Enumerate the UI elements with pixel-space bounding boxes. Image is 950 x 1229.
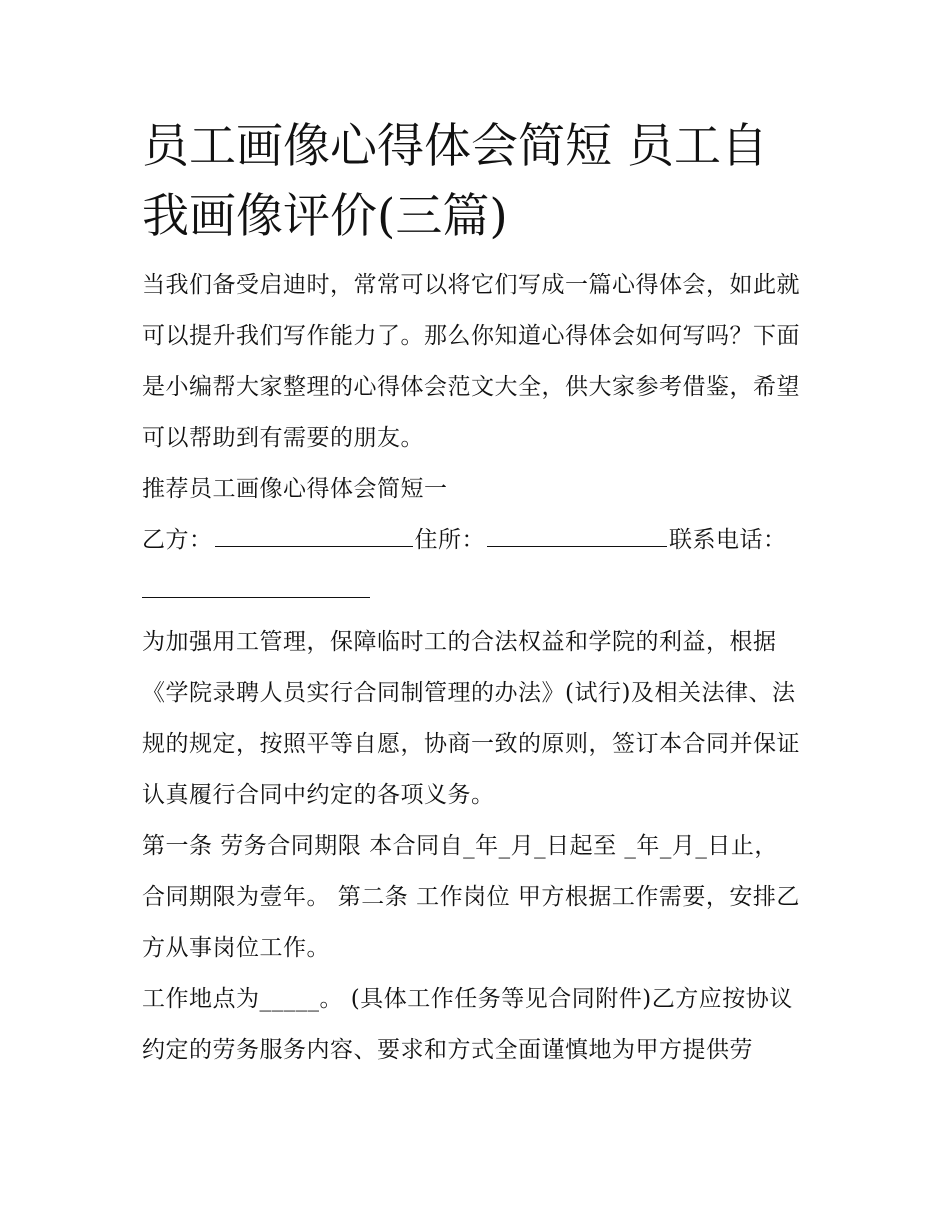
address-blank [487, 545, 667, 547]
document-body [142, 112, 814, 1076]
section-heading: 推荐员工画像心得体会简短一 [142, 476, 448, 502]
party-b-blank [215, 545, 413, 547]
article1-line1: 第一条 劳务合同期限 本合同自_年_月_日起至 _年_月_日止， [142, 833, 778, 859]
intro-paragraph: 当我们备受启迪时，常常可以将它们写成一篇心得体会，如此就可以提升我们写作能力了。那么你知道心得体会如何写吗？下面是小编帮大家整理的心得体会范文大全，供大家参考借鉴，希望可以帮助到有需要的朋友。 [142, 272, 800, 451]
location-paragraph: 工作地点为_____。 (具体工作任务等见合同附件)乙方应按协议约定的劳务服务内容、要求和方式全面谨慎地为甲方提供劳 [142, 986, 793, 1063]
article1-line2: 合同期限为壹年。 第二条 工作岗位 甲方根据工作需要，安排乙方从事岗位工作。 [142, 884, 800, 961]
phone-label: 联系电话： [669, 527, 787, 553]
party-info-line [142, 515, 814, 617]
phone-blank [142, 596, 370, 598]
purpose-paragraph: 为加强用工管理，保障临时工的合法权益和学院的利益，根据《学院录聘人员实行合同制管理的办法》(试行)及相关法律、法规的规定，按照平等自愿，协商一致的原则，签订本合同并保证认真履行合同中约定的各项义务。 [142, 629, 800, 808]
document-title: 员工画像心得体会简短 员工自我画像评价(三篇) [142, 119, 768, 244]
party-b-label: 乙方： [142, 527, 213, 553]
address-label: 住所： [414, 527, 485, 553]
